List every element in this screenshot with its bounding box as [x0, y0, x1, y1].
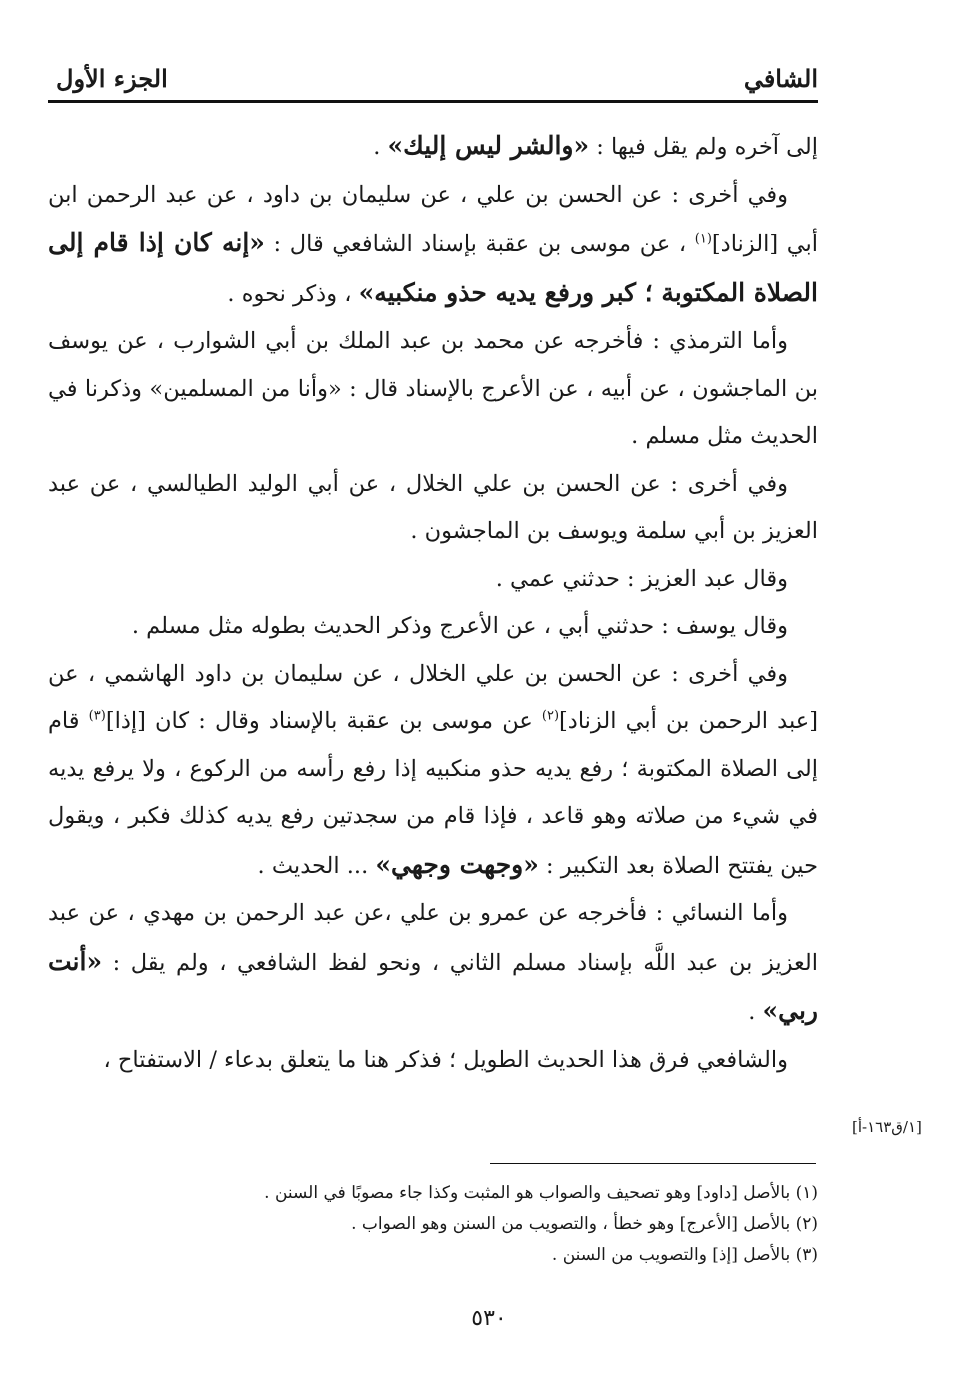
footnote-3: (٣) بالأصل [إذ] والتصويب من السنن .: [551, 1245, 818, 1265]
footnote-ref-3: (٣): [88, 708, 106, 724]
footnote-2: (٢) بالأصل [الأعرج] وهو خطأ ، والتصويب من السنن وهو الصواب .: [351, 1214, 818, 1234]
main-text: [48, 122, 818, 1084]
header-rule: [48, 100, 818, 103]
footnote-ref-1: (١): [694, 231, 712, 247]
book-title: الشافي: [743, 64, 818, 93]
paragraph-9: والشافعي فرق هذا الحديث الطويل ؛ فذكر هنا ما يتعلق بدعاء / الاستفتاح ،: [103, 1046, 788, 1073]
hadith-quote: «إنه كان إذا قام إلى الصلاة المكتوبة ؛ كبر ورفع يديه حذو منكبيه»: [48, 228, 818, 307]
manuscript-folio-note: [١/ق١٦٣-أ]: [852, 1118, 922, 1136]
page-number: ٥٣٠: [471, 1306, 507, 1331]
paragraph-1: إلى آخره ولم يقل فيها : «والشر ليس إليك» .: [373, 131, 818, 160]
paragraph-5: وقال عبد العزيز : حدثني عمي .: [495, 565, 788, 592]
hadith-quote: «والشر ليس إليك»: [387, 131, 590, 160]
paragraph-6: وقال يوسف : حدثني أبي ، عن الأعرج وذكر الحديث بطوله مثل مسلم .: [131, 613, 788, 639]
part-title: الجزء الأول: [56, 64, 168, 93]
paragraph-2: وفي أخرى : عن الحسن بن علي ، عن سليمان بن داود ، عن عبد الرحمن ابن أبي [الزناد]$^{(١)}$ ، عن موسى بن عقبة بإسناد الشافعي قال : «إنه كان إذا قام إلى الصلاة المكتوبة ؛ كبر ورفع يديه حذو منكبيه» ، وذكر نحوه .: [48, 181, 818, 307]
paragraph-4: وفي أخرى : عن الحسن بن علي الخلال ، عن أبي الوليد الطيالسي ، عن عبد العزيز بن أبي سلمة ويوسف بن الماجشون .: [48, 470, 818, 544]
footnote-ref-2: (٢): [541, 708, 560, 724]
paragraph-3: وأما الترمذي : فأخرجه عن محمد بن عبد الملك بن أبي الشوارب ، عن يوسف بن الماجشون ، عن أبيه ، عن الأعرج بالإسناد قال : «وأنا من المسلمين» وذكرنا في الحديث مثل مسلم .: [48, 328, 818, 449]
footnote-1: (١) بالأصل [داود] وهو تصحيف والصواب هو المثبت وكذا جاء مصوبًا في السنن .: [264, 1183, 818, 1203]
footnotes: [48, 1178, 818, 1271]
paragraph-8: وأما النسائي : فأخرجه عن عمرو بن علي ،عن عبد الرحمن بن مهدي ، عن عبد العزيز بن عبد اللَّه بإسناد مسلم الثاني ، ونحو لفظ الشافعي ، ولم يقل : «أنت ربي» .: [48, 900, 818, 1025]
paragraph-7: وفي أخرى : عن الحسن بن علي الخلال ، عن سليمان بن داود الهاشمي ، عن [عبد الرحمن بن أبي الزناد]$^{(٢)}$ عن موسى بن عقبة بالإسناد وقال : كان [إذا]$^{(٣)}$ قام إلى الصلاة المكتوبة ؛ رفع يديه حذو منكبيه إذا رفع رأسه من الركوع ، ولا يرفع يديه في شيء من صلاته وهو قاعد ، فإذا قام من سجدتين رفع يديه كذلك فكبر ، ويقول حين يفتتح الصلاة بعد التكبير : «وجهت وجهي» ... الحديث .: [48, 660, 818, 879]
hadith-quote: «أنت ربي»: [48, 946, 818, 1025]
hadith-quote: «وجهت وجهي»: [375, 849, 539, 879]
footnote-separator: [490, 1163, 816, 1164]
page-header: [48, 56, 818, 100]
